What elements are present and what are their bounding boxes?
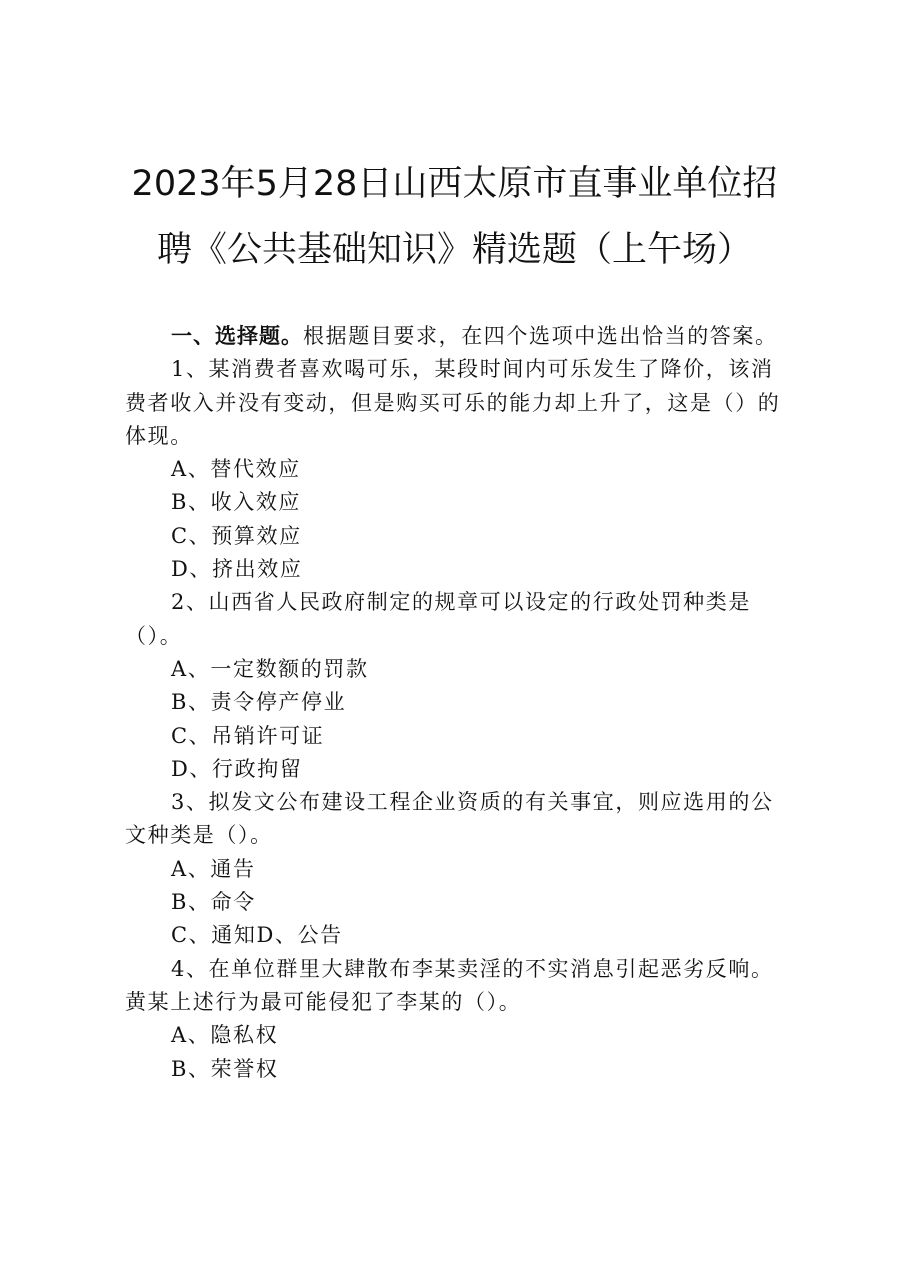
answer-option: B、荣誉权 [171, 1056, 279, 1081]
answer-option: A、替代效应 [171, 457, 301, 482]
question-stem: 2、山西省人民政府制定的规章可以设定的行政处罚种类是（）。 [125, 590, 751, 648]
answer-option: D、行政拘留 [171, 756, 303, 781]
document-title-line-2: 聘《公共基础知识》精选题（上午场） [156, 230, 752, 270]
answer-option: B、收入效应 [171, 490, 302, 515]
answer-option: C、通知D、公告 [171, 923, 343, 948]
question-stem: 1、某消费者喜欢喝可乐，某段时间内可乐发生了降价，该消费者收入并没有变动，但是购买可乐的能力却上升了，这是（）的体现。 [125, 357, 781, 448]
answer-option: A、一定数额的罚款 [171, 656, 369, 681]
answer-option: A、通告 [171, 856, 256, 881]
document-body [125, 320, 796, 1086]
section-instruction: 根据题目要求，在四个选项中选出恰当的答案。 [303, 324, 778, 348]
answer-option: D、挤出效应 [171, 557, 303, 582]
section-heading: 一、选择题。 [171, 324, 303, 348]
answer-option: A、隐私权 [171, 1023, 279, 1048]
question-stem: 4、在单位群里大肆散布李某卖淫的不实消息引起恶劣反响。黄某上述行为最可能侵犯了李某的（）。 [125, 956, 774, 1014]
question-stem: 3、拟发文公布建设工程企业资质的有关事宜，则应选用的公文种类是（）。 [125, 790, 774, 848]
answer-option: B、命令 [171, 890, 256, 915]
document-title-line-1: 2023年5月28日山西太原市直事业单位招 [131, 164, 778, 204]
answer-option: C、吊销许可证 [171, 723, 325, 748]
answer-option: C、预算效应 [171, 523, 302, 548]
answer-option: B、责令停产停业 [171, 690, 347, 715]
section-intro [125, 320, 796, 353]
